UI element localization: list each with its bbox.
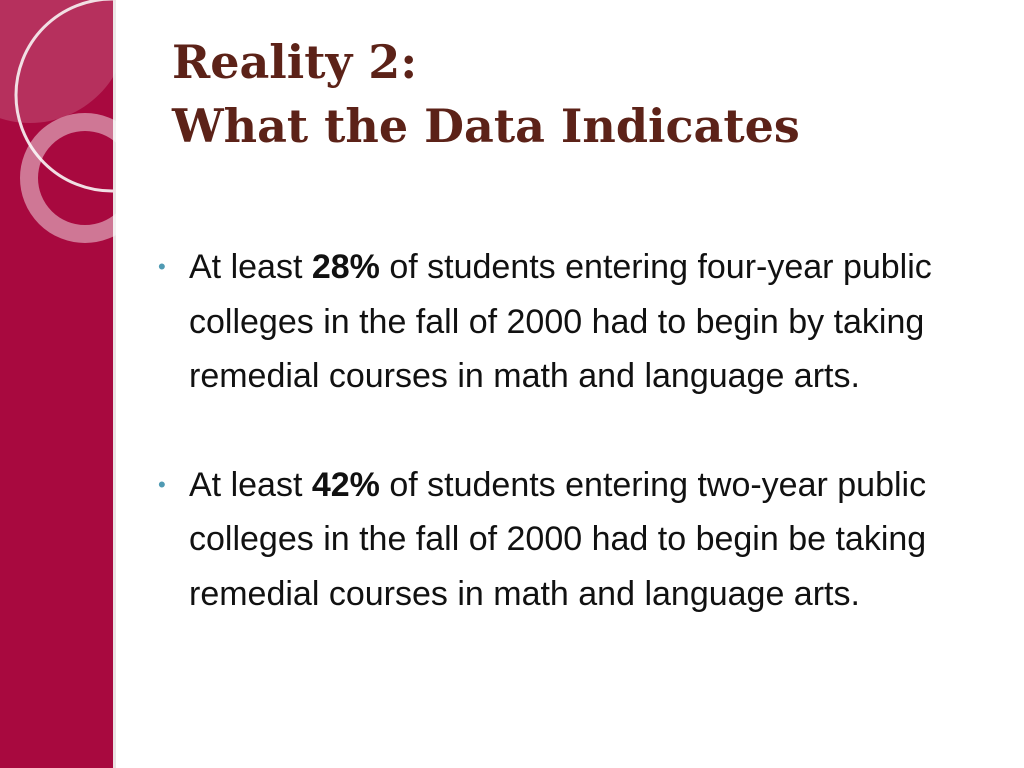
bullet-list xyxy=(158,240,978,675)
bullet-item xyxy=(158,240,978,404)
bullet-text-prefix: At least xyxy=(189,465,312,504)
bullet-dot-icon: • xyxy=(158,254,166,279)
bullet-item xyxy=(158,458,978,622)
slide-title xyxy=(172,30,800,158)
title-line-1: Reality 2: xyxy=(172,35,418,89)
bullet-dot-icon: • xyxy=(158,471,166,497)
bullet-percentage: 42% xyxy=(311,465,380,504)
bullet-text-prefix: At least xyxy=(189,248,312,286)
decorative-circles xyxy=(0,0,116,260)
thick-ring-circle xyxy=(29,122,116,234)
bullet-percentage: 28% xyxy=(311,248,380,286)
bullet-text-body: of students entering two-year public colleges in the fall of 2000 had to begin be taking remedial courses in math and language arts. xyxy=(189,465,927,613)
bullet-text-body: of students entering four-year public colleges in the fall of 2000 had to begin by taking remedial courses in math and language arts. xyxy=(189,248,932,395)
title-line-2: What the Data Indicates xyxy=(172,99,800,153)
